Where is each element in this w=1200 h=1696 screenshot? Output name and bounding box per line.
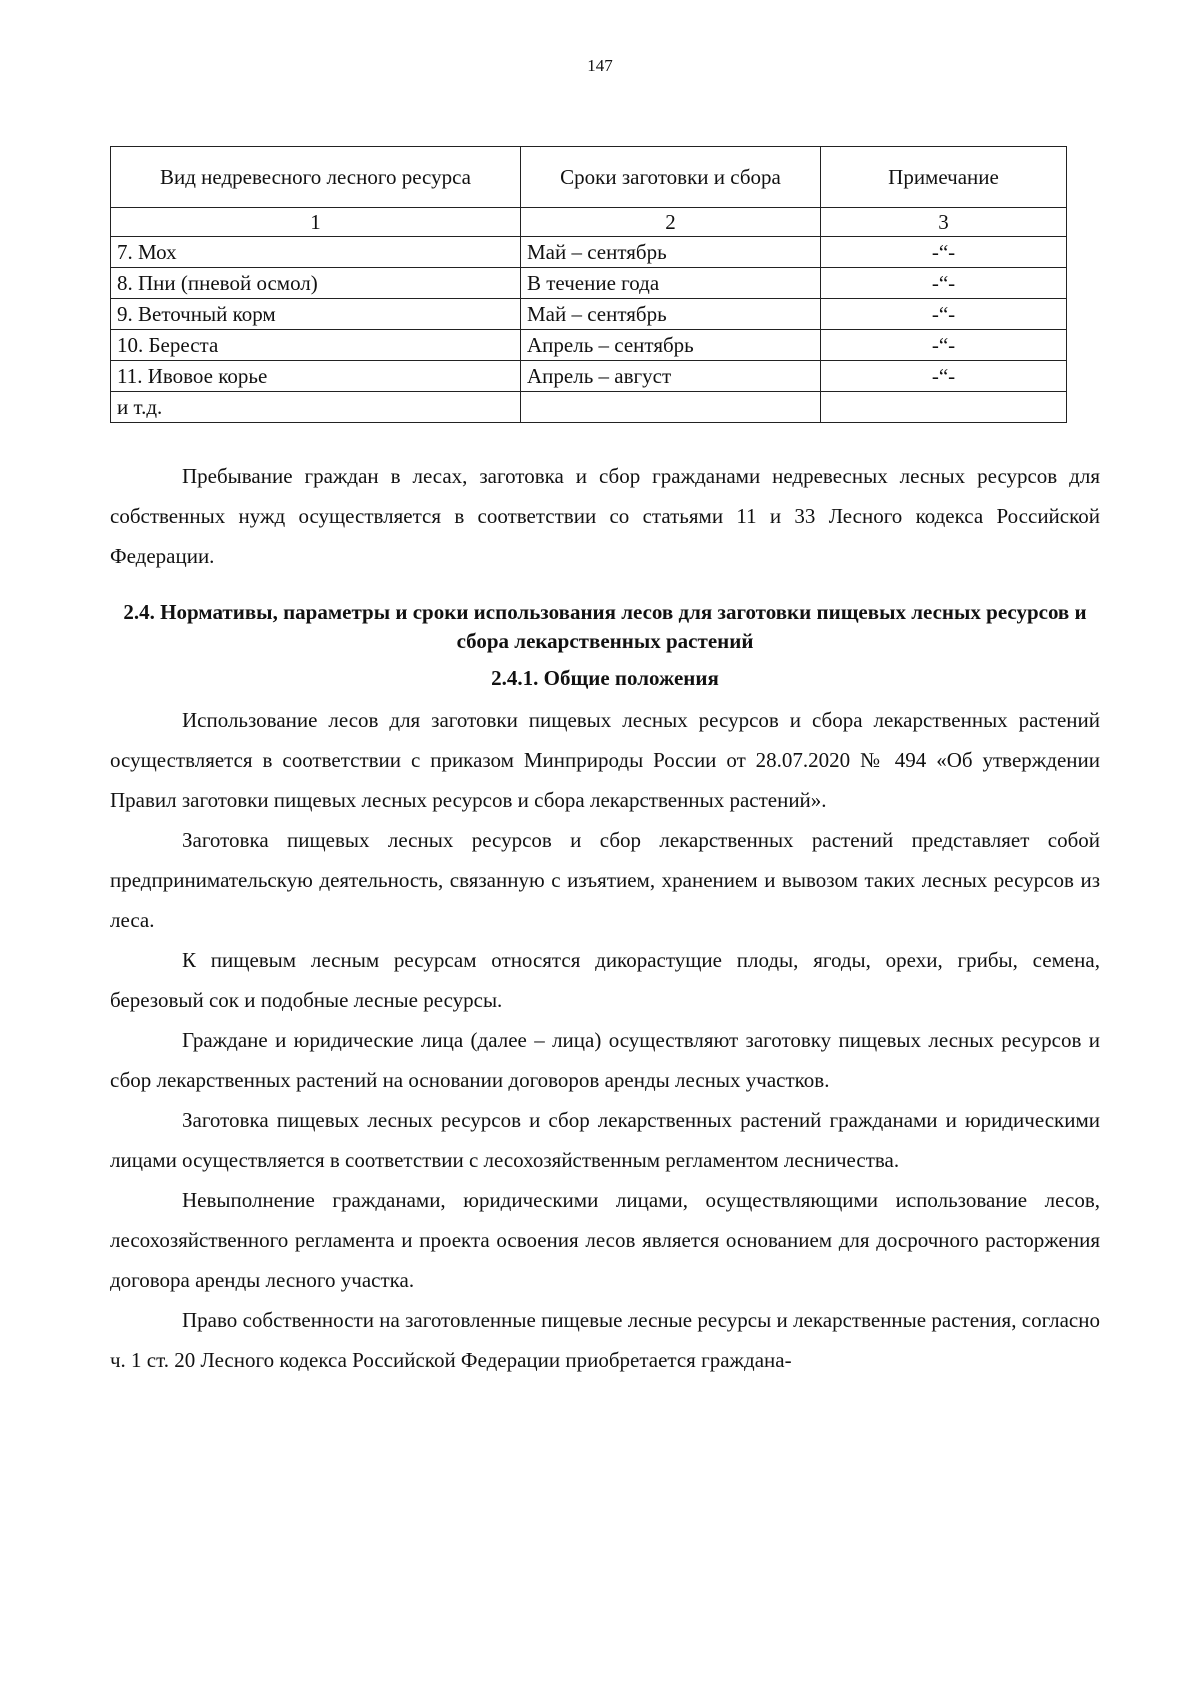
table-row <box>111 330 1067 361</box>
table-cell: 9. Веточный корм <box>111 299 521 330</box>
table-cell: Май – сентябрь <box>521 299 821 330</box>
table-row <box>111 268 1067 299</box>
table-row <box>111 361 1067 392</box>
section-heading: 2.4. Нормативы, параметры и сроки использования лесов для заготовки пищевых лесных ресурсов и сбора лекарственных растений <box>123 600 1087 653</box>
table-cell: -“- <box>821 268 1067 299</box>
column-header-resource-type: Вид недревесного лесного ресурса <box>111 147 521 208</box>
table-row <box>111 237 1067 268</box>
table-cell: и т.д. <box>111 392 521 423</box>
table-row <box>111 299 1067 330</box>
paragraph: Право собственности на заготовленные пищевые лесные ресурсы и лекарственные растения, согласно ч. 1 ст. 20 Лесного кодекса Российской Федерации приобретается граждана- <box>110 1308 1100 1372</box>
subsection-heading: 2.4.1. Общие положения <box>491 666 719 690</box>
table-header-row <box>111 147 1067 208</box>
main-text <box>110 700 1100 1380</box>
page-number: 147 <box>587 56 613 75</box>
table-cell: Май – сентябрь <box>521 237 821 268</box>
table-cell: Апрель – сентябрь <box>521 330 821 361</box>
table-cell: 7. Мох <box>111 237 521 268</box>
paragraph: Заготовка пищевых лесных ресурсов и сбор лекарственных растений представляет собой предпринимательскую деятельность, связанную с изъятием, хранением и вывозом таких лесных ресурсов из леса. <box>110 828 1100 932</box>
table-cell: В течение года <box>521 268 821 299</box>
non-timber-resources-table <box>110 146 1067 423</box>
table-cell: -“- <box>821 361 1067 392</box>
column-header-harvest-period: Сроки заготовки и сбора <box>521 147 821 208</box>
table-cell: -“- <box>821 237 1067 268</box>
paragraph: К пищевым лесным ресурсам относятся дикорастущие плоды, ягоды, орехи, грибы, семена, березовый сок и подобные лесные ресурсы. <box>110 948 1100 1012</box>
column-header-note: Примечание <box>821 147 1067 208</box>
paragraph: Невыполнение гражданами, юридическими лицами, осуществляющими использование лесов, лесохозяйственного регламента и проекта освоения лесов является основанием для досрочного расторжения договора аренды лесного участка. <box>110 1188 1100 1292</box>
table-column-number-row <box>111 208 1067 237</box>
table-cell: 10. Береста <box>111 330 521 361</box>
column-number: 2 <box>521 208 821 237</box>
table-cell: 11. Ивовое корье <box>111 361 521 392</box>
table-cell: -“- <box>821 299 1067 330</box>
paragraph: Пребывание граждан в лесах, заготовка и сбор гражданами недревесных лесных ресурсов для собственных нужд осуществляется в соответствии со статьями 11 и 33 Лесного кодекса Российской Федерации. <box>110 464 1100 568</box>
paragraph: Заготовка пищевых лесных ресурсов и сбор лекарственных растений гражданами и юридическими лицами осуществляется в соответствии с лесохозяйственным регламентом лесничества. <box>110 1108 1100 1172</box>
table-row <box>111 392 1067 423</box>
table-cell: -“- <box>821 330 1067 361</box>
column-number: 3 <box>821 208 1067 237</box>
table-cell <box>821 392 1067 423</box>
table-cell <box>521 392 821 423</box>
table-cell: 8. Пни (пневой осмол) <box>111 268 521 299</box>
column-number: 1 <box>111 208 521 237</box>
paragraph-block <box>110 456 1100 576</box>
paragraph: Граждане и юридические лица (далее – лица) осуществляют заготовку пищевых лесных ресурсов и сбор лекарственных растений на основании договоров аренды лесных участков. <box>110 1028 1100 1092</box>
paragraph: Использование лесов для заготовки пищевых лесных ресурсов и сбора лекарственных растений осуществляется в соответствии с приказом Минприроды России от 28.07.2020 № 494 «Об утверждении Правил заготовки пищевых лесных ресурсов и сбора лекарственных растений». <box>110 708 1100 812</box>
table-cell: Апрель – август <box>521 361 821 392</box>
